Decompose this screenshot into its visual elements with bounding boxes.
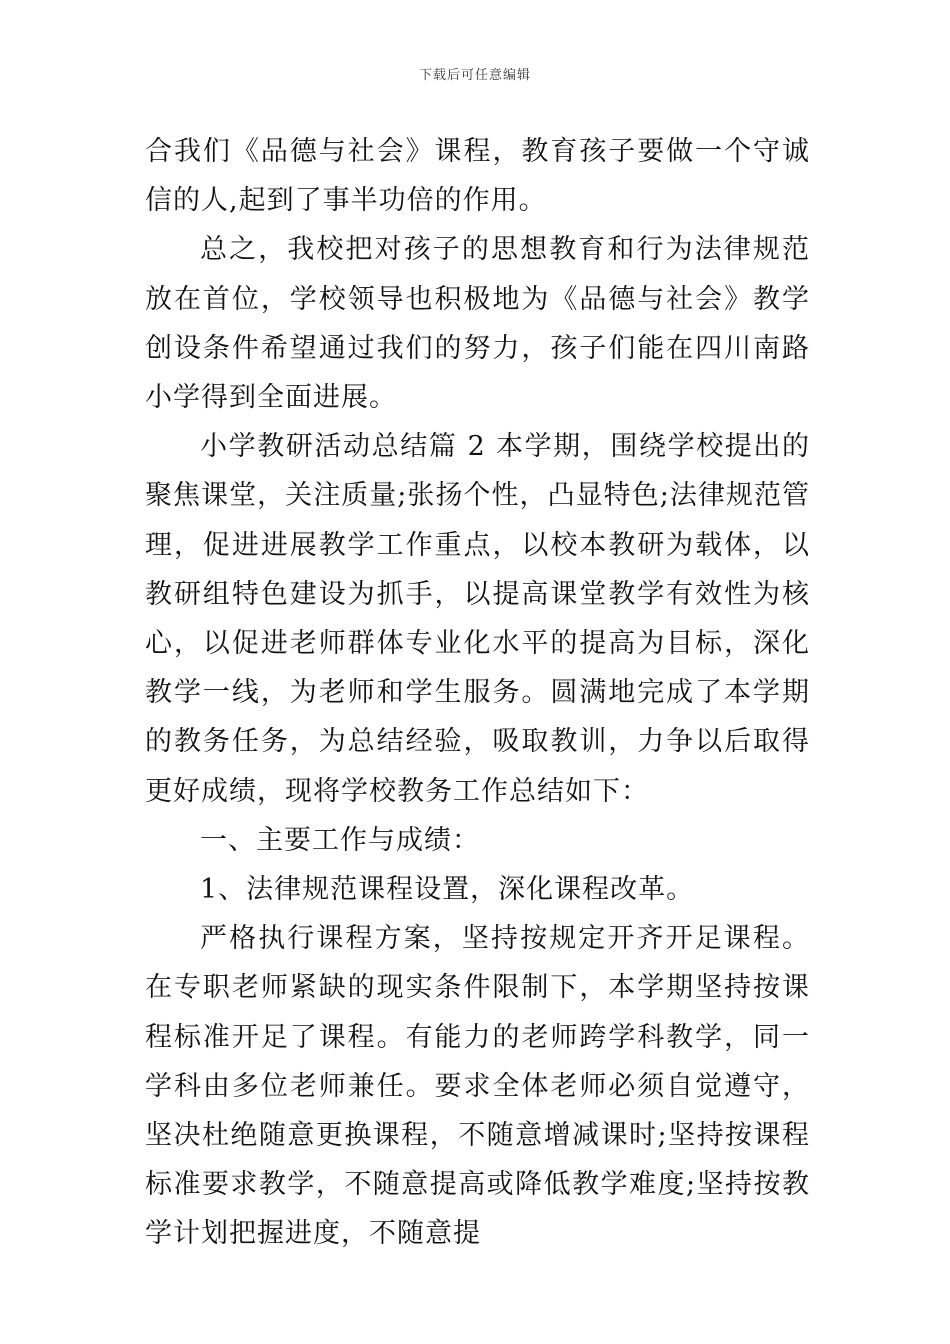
paragraph: 1、法律规范课程设置，深化课程改革。 <box>200 874 695 906</box>
paragraph: 合我们《品德与社会》课程，教育孩子要做一个守诚信的人,起到了事半功倍的作用。 <box>145 136 810 217</box>
paragraph: 总之，我校把对孩子的思想教育和行为法律规范放在首位，学校领导也积极地为《品德与社会》教学创设条件希望通过我们的努力，孩子们能在四川南路小学得到全面进展。 <box>145 234 810 414</box>
page-header-note: 下载后可任意编辑 <box>418 68 531 83</box>
paragraph: 一、主要工作与成绩： <box>200 824 480 856</box>
paragraph: 小学教研活动总结篇 2 本学期，围绕学校提出的聚焦课堂，关注质量;张扬个性，凸显特色;法律规范管理，促进进展教学工作重点，以校本教研为载体，以教研组特色建设为抓手，以提高课堂教学有效性为核心，以促进老师群体专业化水平的提高为目标，深化教学一线，为老师和学生服务。圆满地完成了本学期的教务任务，为总结经验，吸取教训，力争以后取得更好成绩，现将学校教务工作总结如下： <box>145 431 810 807</box>
paragraph: 严格执行课程方案，坚持按规定开齐开足课程。在专职老师紧缺的现实条件限制下，本学期坚持按课程标准开足了课程。有能力的老师跨学科教学，同一学科由多位老师兼任。要求全体老师必须自觉遵守，坚决杜绝随意更换课程，不随意增减课时;坚持按课程标准要求教学，不随意提高或降低教学难度;坚持按教学计划把握进度，不随意提 <box>145 923 810 1250</box>
document-body <box>145 127 810 1259</box>
